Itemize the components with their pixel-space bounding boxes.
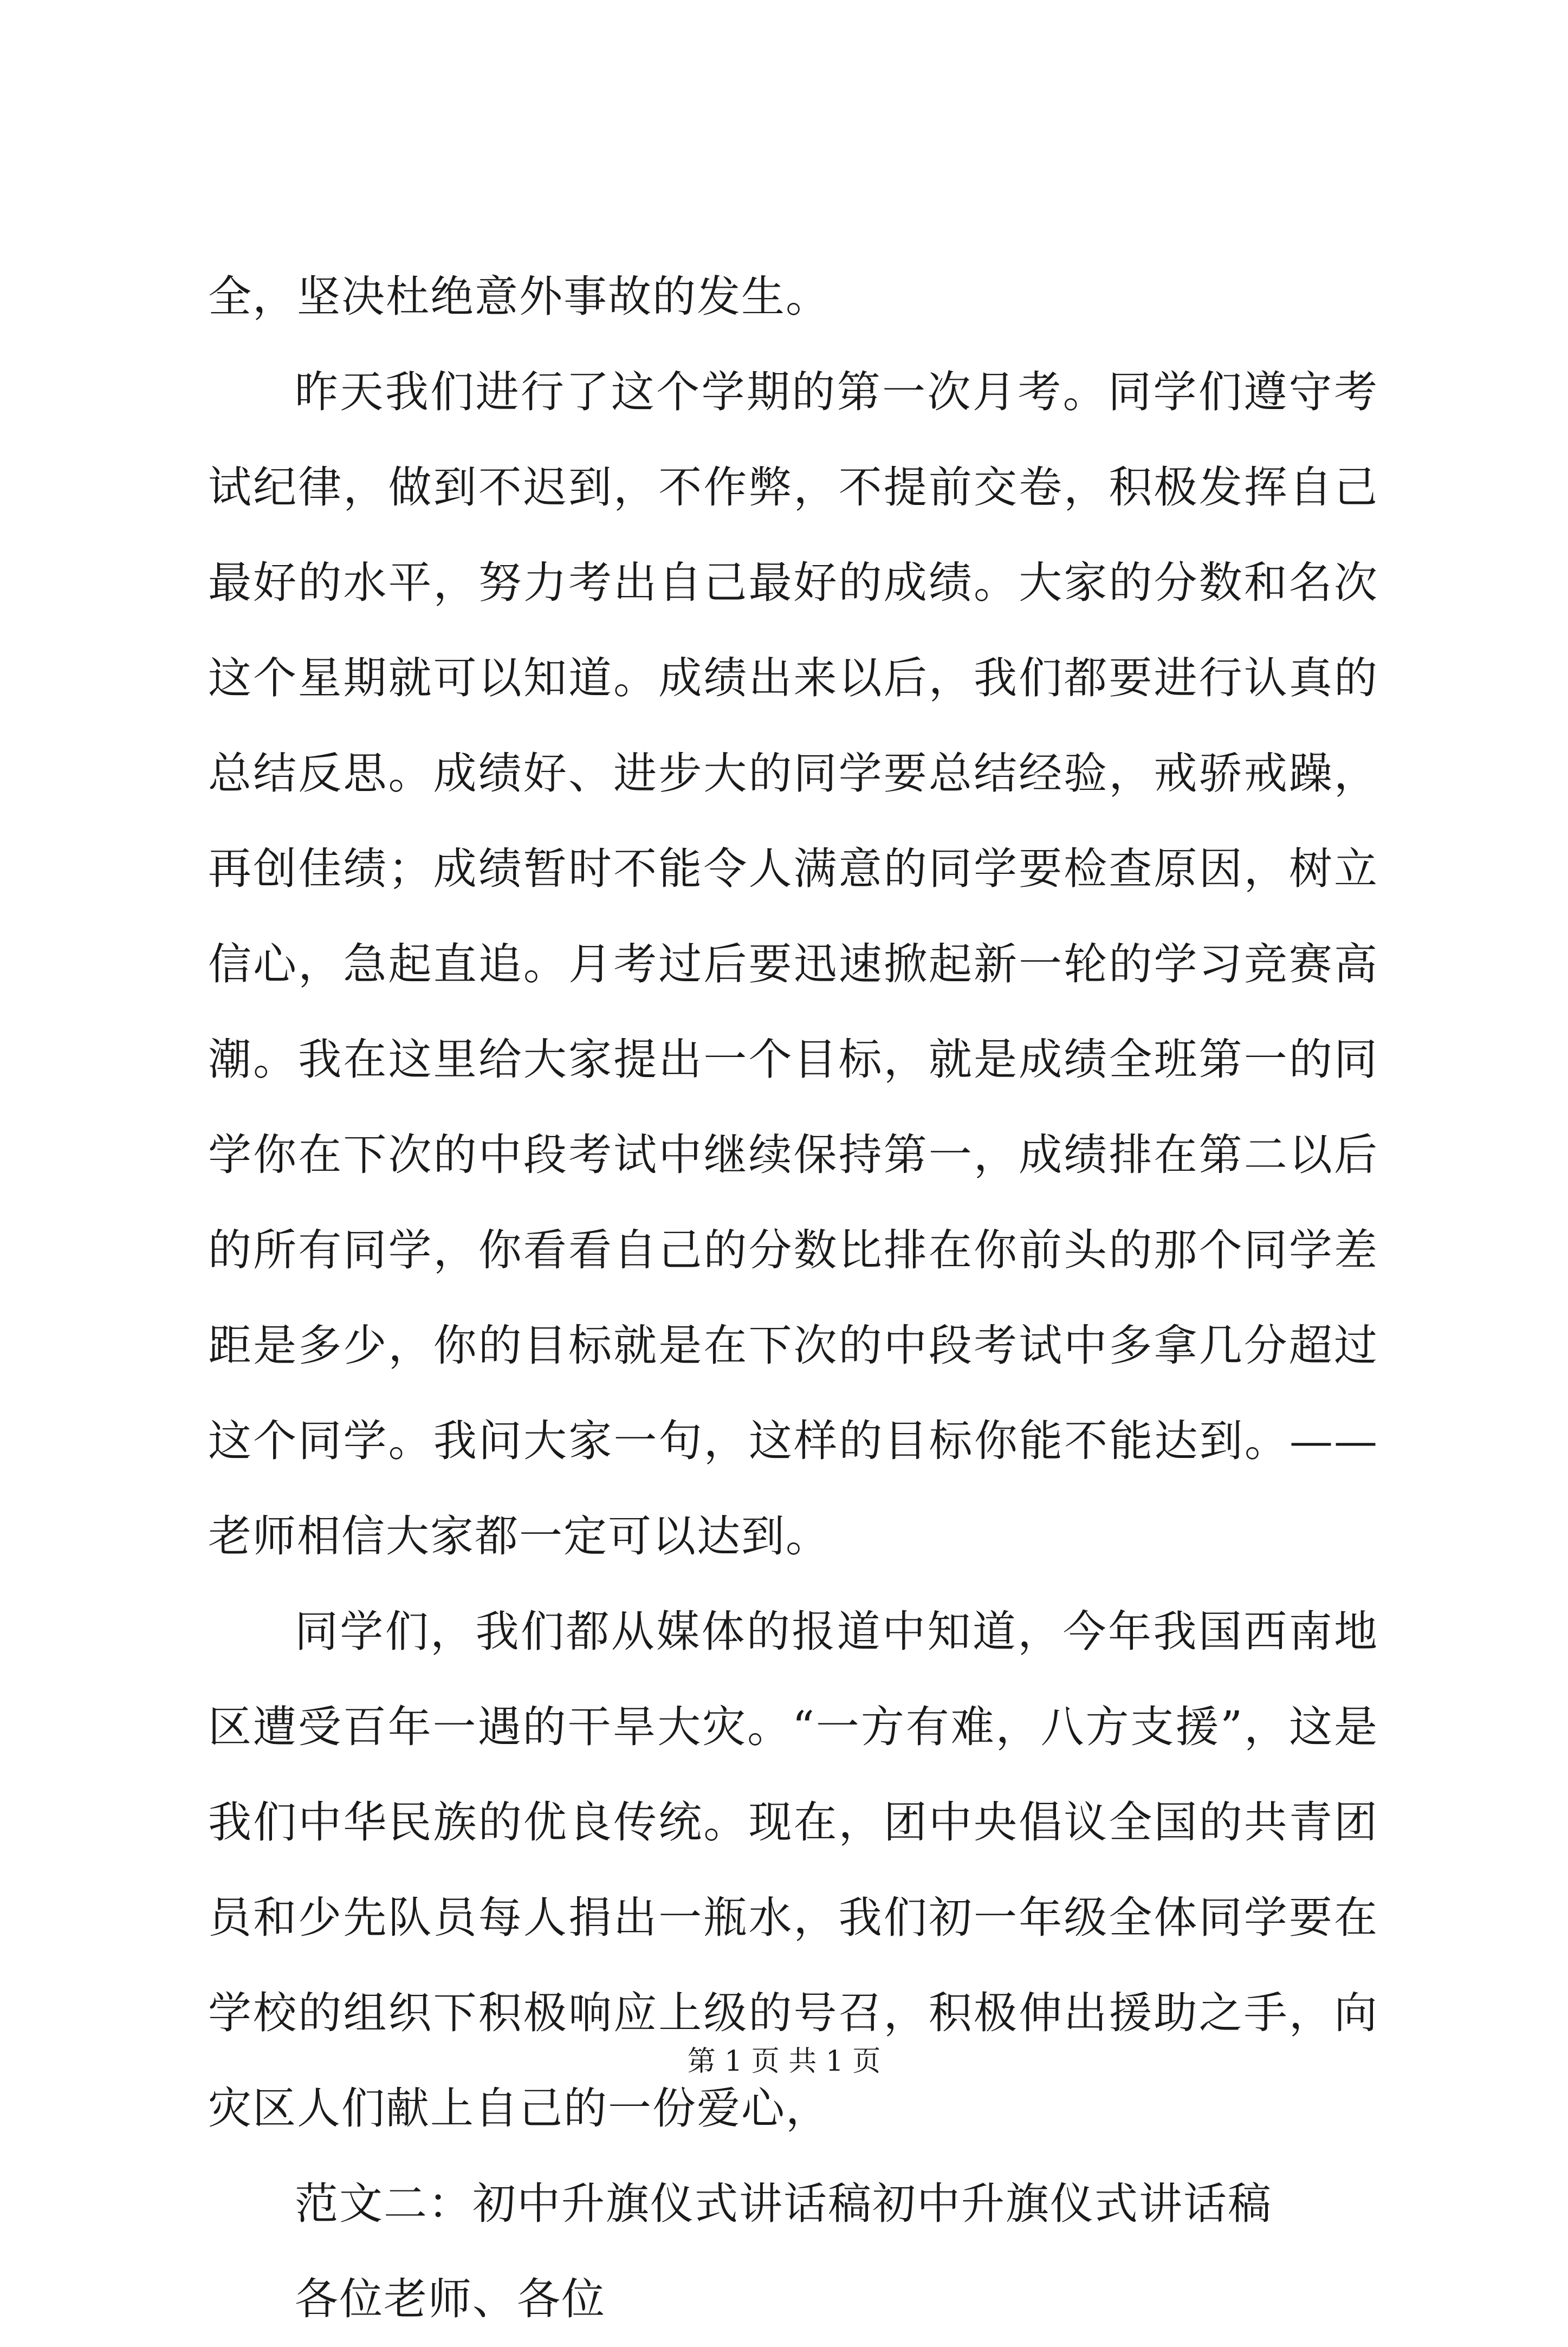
paragraph-2: 昨天我们进行了这个学期的第一次月考。同学们遵守考试纪律，做到不迟到，不作弊，不提前交卷，积极发挥自己最好的水平，努力考出自己最好的成绩。大家的分数和名次这个星期就可以知道。成绩出来以后，我们都要进行认真的总结反思。成绩好、进步大的同学要总结经验，戒骄戒躁，再创佳绩；成绩暂时不能令人满意的同学要检查原因，树立信心，急起直追。月考过后要迅速掀起新一轮的学习竞赛高潮。我在这里给大家提出一个目标，就是成绩全班第一的同学你在下次的中段考试中继续保持第一，成绩排在第二以后的所有同学，你看看自己的分数比排在你前头的那个同学差距是多少，你的目标就是在下次的中段考试中多拿几分超过这个同学。我问大家一句，这样的目标你能不能达到。——老师相信大家都一定可以达到。 [208,367,1378,1561]
paragraph-4-heading: 范文二：初中升旗仪式讲话稿初中升旗仪式讲话稿 [295,2179,1272,2229]
document-body [208,249,1378,2347]
paragraph-1: 全，坚决杜绝意外事故的发生。 [208,271,830,322]
paragraph-5-salutation: 各位老师、各位 [295,2274,606,2324]
paragraph-3: 同学们，我们都从媒体的报道中知道，今年我国西南地区遭受百年一遇的干旱大灾。“一方有难，八方支援”，这是我们中华民族的优良传统。现在，团中央倡议全国的共青团员和少先队员每人捐出一瓶水，我们初一年级全体同学要在学校的组织下积极响应上级的号召，积极伸出援助之手，向灾区人们献上自己的一份爱心， [208,1606,1378,2134]
page-number-footer: 第 1 页 共 1 页 [687,2045,881,2078]
